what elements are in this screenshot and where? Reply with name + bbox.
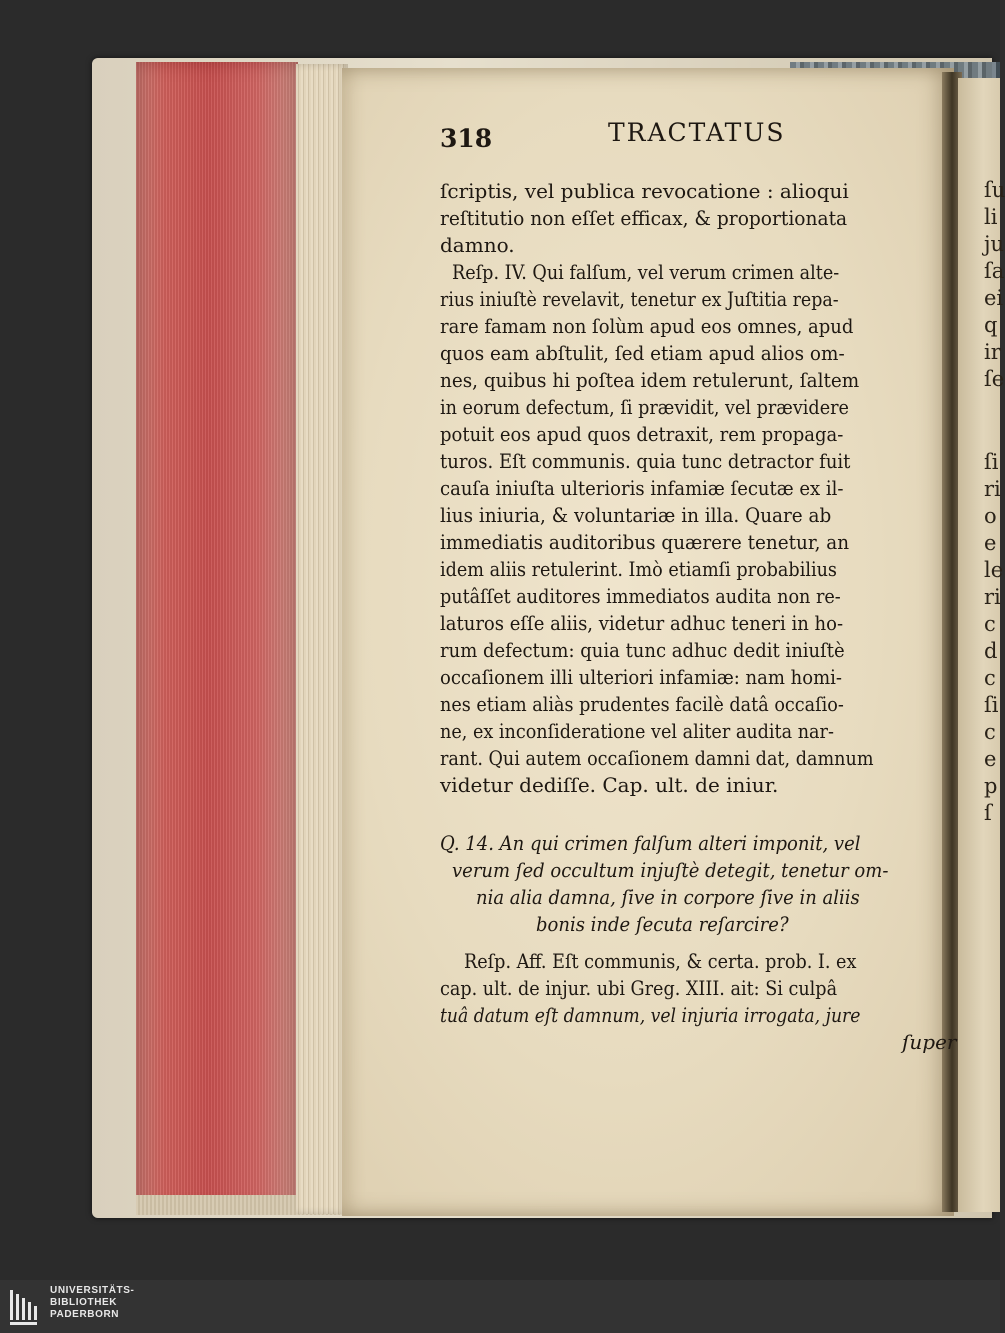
question-line: nia alia damna, ſive in corpore ſive in aliis xyxy=(476,885,860,909)
text-line: laturos eſſe aliis, videtur adhuc teneri in ho- xyxy=(440,611,844,635)
text-line: damno. xyxy=(440,233,515,257)
footer-bar xyxy=(0,1280,1000,1333)
running-head xyxy=(440,112,840,152)
facing-text-fragment: li xyxy=(984,205,998,229)
facing-text-fragment: c xyxy=(984,612,996,636)
facing-text-fragment: e xyxy=(984,747,997,771)
facing-text-fragment: ri xyxy=(984,585,1001,609)
text-line: ſcriptis, vel publica revocatione : alioqui xyxy=(440,179,849,203)
facing-text-fragment: p xyxy=(984,774,998,798)
facing-text-fragment: ir xyxy=(984,340,1001,364)
red-page-edges xyxy=(136,62,298,1212)
facing-text-fragment: c xyxy=(984,720,996,744)
facing-text-fragment: c xyxy=(984,666,996,690)
facing-text-fragment: ri xyxy=(984,477,1001,501)
text-line: in eorum defectum, ſi prævidit, vel prævidere xyxy=(440,395,849,419)
facing-text-fragment: o xyxy=(984,504,997,528)
text-line: rius iniuſtè revelavit, tenetur ex Juſtitia repa- xyxy=(440,287,839,311)
text-line: Reſp. IV. Qui falſum, vel verum crimen alte- xyxy=(452,260,840,284)
text-line: reſtitutio non eſſet efficax, & proportionata xyxy=(440,206,848,230)
text-line: rum defectum: quia tunc adhuc dedit iniuſtè xyxy=(440,638,845,662)
page-number: 318 xyxy=(440,124,493,153)
library-name xyxy=(50,1285,134,1321)
facing-text-fragment: ſe xyxy=(984,367,1005,391)
question-line: bonis inde ſecuta reſarcire? xyxy=(536,912,789,936)
facing-page-fragment xyxy=(958,78,1005,1212)
text-line: nes etiam aliàs prudentes facilè datâ occaſio- xyxy=(440,692,844,716)
text-line: cauſa iniuſta ulterioris infamiæ ſecutæ ex il- xyxy=(440,476,844,500)
text-line: turos. Eſt communis. quia tunc detractor fuit xyxy=(440,449,851,473)
facing-text-fragment: ſa xyxy=(984,259,1005,283)
facing-text-fragment: ei xyxy=(984,286,1004,310)
answer-line: Reſp. Aff. Eſt communis, & certa. prob. I. ex xyxy=(464,949,857,973)
text-line: rare famam non ſolùm apud eos omnes, apud xyxy=(440,314,854,338)
answer-line: cap. ult. de injur. ubi Greg. XIII. ait: Si culpâ xyxy=(440,976,838,1000)
question-line: Q. 14. An qui crimen falſum alteri imponit, vel xyxy=(440,831,861,855)
library-name-line: BIBLIOTHEK xyxy=(50,1297,118,1308)
page-stack xyxy=(296,64,348,1214)
facing-text-fragment: ſ xyxy=(984,801,992,825)
facing-text-fragment: q xyxy=(984,313,998,337)
text-line: occaſionem illi ulteriori infamiæ: nam homi- xyxy=(440,665,843,689)
text-line: idem aliis retulerint. Imò etiamſi probabilius xyxy=(440,557,837,581)
text-line: nes, quibus hi poſtea idem retulerunt, ſaltem xyxy=(440,368,860,392)
text-line: putâſſet auditores immediatos audita non re- xyxy=(440,584,841,608)
facing-text-fragment: ſu xyxy=(984,178,1005,202)
text-line: rant. Qui autem occaſionem damni dat, damnum xyxy=(440,746,874,770)
library-logo-icon xyxy=(8,1288,42,1328)
answer-line: tuâ datum eſt damnum, vel injuria irrogata, jure xyxy=(440,1003,861,1027)
text-line: videtur dediſſe. Cap. ult. de iniur. xyxy=(440,773,779,797)
facing-text-fragment: ſi xyxy=(984,450,999,474)
facing-text-fragment: e xyxy=(984,531,997,555)
library-name-line: UNIVERSITÄTS- xyxy=(50,1285,135,1296)
text-line: lius iniuria, & voluntariæ in illa. Quare ab xyxy=(440,503,832,527)
text-line: potuit eos apud quos detraxit, rem propaga- xyxy=(440,422,844,446)
catchword: ſuper xyxy=(902,1030,957,1054)
text-line: quos eam abſtulit, ſed etiam apud alios om- xyxy=(440,341,845,365)
facing-text-fragment: ju xyxy=(984,232,1005,256)
question-line: verum ſed occultum injuſtè detegit, tenetur om- xyxy=(452,858,889,882)
text-line: immediatis auditoribus quærere tenetur, an xyxy=(440,530,850,554)
facing-text-fragment: le xyxy=(984,558,1004,582)
facing-text-fragment: d xyxy=(984,639,998,663)
facing-text-fragment: ſi xyxy=(984,693,999,717)
library-name-line: PADERBORN xyxy=(50,1309,120,1320)
running-title: TRACTATUS xyxy=(608,118,786,147)
text-line: ne, ex inconſideratione vel aliter audita nar- xyxy=(440,719,834,743)
